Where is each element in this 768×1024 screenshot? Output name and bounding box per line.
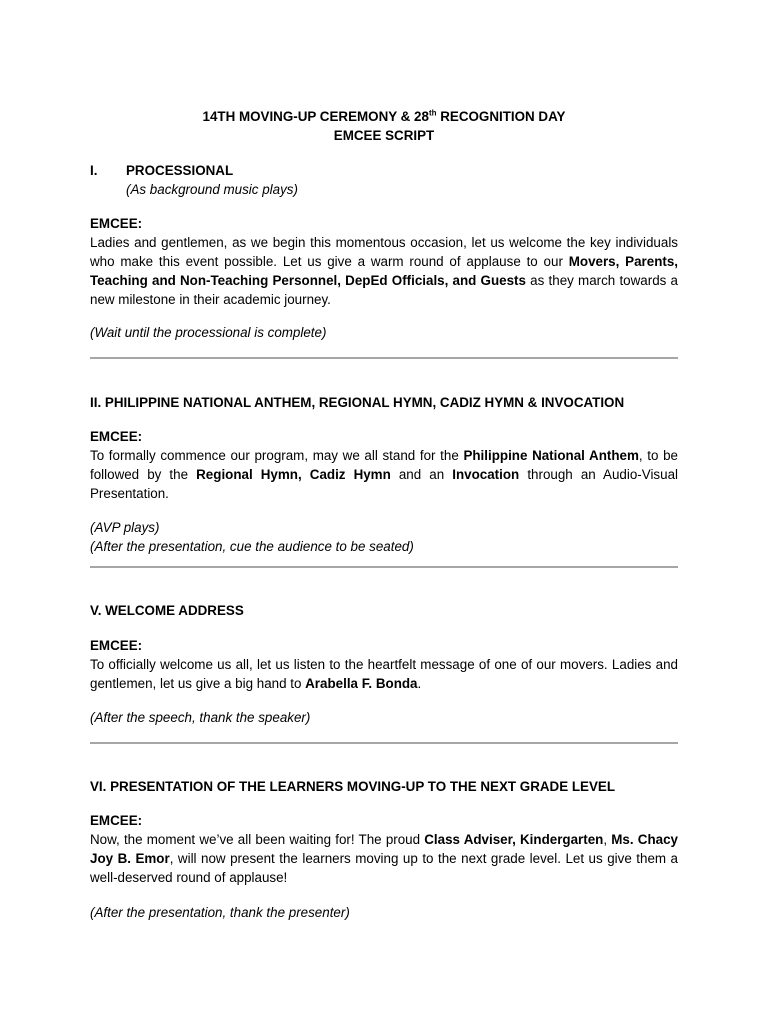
emcee-block-1 — [90, 214, 678, 309]
document-subtitle: EMCEE SCRIPT — [333, 128, 435, 143]
section-divider — [90, 357, 678, 359]
emcee-paragraph: To officially welcome us all, let us listen to the heartfelt message of one of our movers. Ladies and gentlemen, let us give a big hand to Arabella F. Bonda. — [90, 657, 678, 691]
stage-direction: (As background music plays) — [126, 182, 298, 197]
section-divider — [90, 742, 678, 744]
emcee-paragraph: Ladies and gentlemen, as we begin this momentous occasion, let us welcome the key individuals who make this event possible. Let us give a warm round of applause to our Movers, Parents, Teaching and Non-Teaching Personnel, DepEd Officials, and Guests as they march towards a new milestone in their academic journey. — [90, 235, 679, 307]
emcee-label: EMCEE: — [90, 216, 143, 231]
section-heading-presentation: VI. PRESENTATION OF THE LEARNERS MOVING-UP TO THE NEXT GRADE LEVEL — [90, 779, 616, 794]
section-heading-welcome: V. WELCOME ADDRESS — [90, 603, 244, 618]
emcee-paragraph: To formally commence our program, may we all stand for the Philippine National Anthem, to be followed by the Regional Hymn, Cadiz Hymn and an Invocation through an Audio-Visual Presentation. — [90, 448, 678, 501]
emcee-block-3 — [90, 636, 678, 693]
stage-direction: (After the speech, thank the speaker) — [90, 710, 311, 725]
emcee-label: EMCEE: — [90, 638, 143, 653]
stage-direction: (After the presentation, thank the presenter) — [90, 905, 350, 920]
stage-direction: (Wait until the processional is complete) — [90, 325, 327, 340]
document-title: 14TH MOVING-UP CEREMONY & 28th RECOGNITION DAY — [202, 108, 566, 124]
section-heading-anthem: II. PHILIPPINE NATIONAL ANTHEM, REGIONAL HYMN, CADIZ HYMN & INVOCATION — [90, 395, 625, 410]
section-divider — [90, 566, 678, 568]
section-processional — [90, 161, 678, 199]
section-heading: I. PROCESSIONAL — [90, 163, 234, 178]
emcee-label: EMCEE: — [90, 813, 143, 828]
emcee-label: EMCEE: — [90, 429, 143, 444]
stage-direction: (AVP plays) (After the presentation, cue the audience to be seated) — [90, 520, 414, 554]
emcee-block-4 — [90, 811, 678, 887]
emcee-paragraph: Now, the moment we’ve all been waiting for! The proud Class Adviser, Kindergarten, Ms. Chacy Joy B. Emor, will now present the learners moving up to the next grade level. Let us give them a well-deserved round of applause! — [90, 832, 678, 885]
emcee-block-2 — [90, 427, 678, 503]
